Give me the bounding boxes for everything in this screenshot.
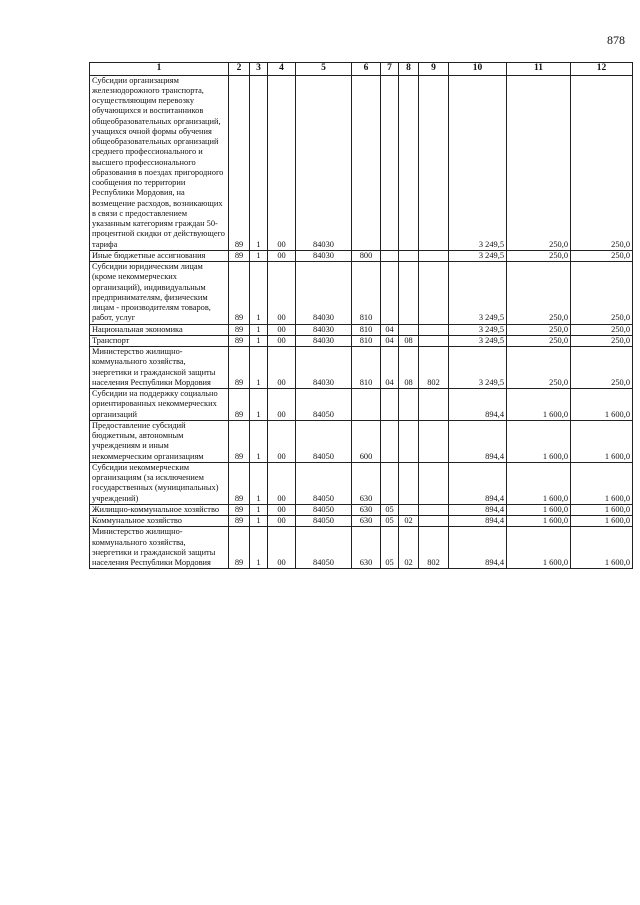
cell-code-2: 1: [250, 324, 268, 335]
cell-code-2: 1: [250, 462, 268, 504]
table-row: [90, 527, 633, 569]
cell-expense-type: 630: [352, 516, 381, 527]
table-row: [90, 250, 633, 261]
row-description: Министерство жилищно-коммунального хозяйства, энергетики и гражданской защиты населения Республики Мордовия: [90, 347, 229, 389]
cell-code-3: 00: [268, 75, 296, 250]
cell-amount-3: 1 600,0: [571, 389, 633, 421]
cell-ministry-code: [419, 462, 449, 504]
cell-amount-2: 250,0: [507, 262, 571, 325]
cell-expense-type: 630: [352, 504, 381, 515]
row-description: Субсидии юридическим лицам (кроме некоммерческих организаций), индивидуальным предпринимателям, физическим лицам - производителям товаров, работ, услуг: [90, 262, 229, 325]
cell-section: [381, 389, 399, 421]
column-header-11: 11: [507, 63, 571, 76]
cell-subsection: 08: [399, 347, 419, 389]
column-header-7: 7: [381, 63, 399, 76]
header-row: [90, 63, 633, 76]
cell-section: [381, 420, 399, 462]
cell-amount-1: 894,4: [449, 462, 507, 504]
cell-amount-3: 250,0: [571, 347, 633, 389]
cell-amount-1: 3 249,5: [449, 250, 507, 261]
cell-amount-2: 250,0: [507, 335, 571, 346]
column-header-9: 9: [419, 63, 449, 76]
cell-ministry-code: [419, 420, 449, 462]
cell-code-4: 84030: [296, 250, 352, 261]
cell-code-4: 84030: [296, 262, 352, 325]
cell-code-2: 1: [250, 389, 268, 421]
row-description: Иные бюджетные ассигнования: [90, 250, 229, 261]
table-row: [90, 347, 633, 389]
table-row: [90, 335, 633, 346]
cell-code-4: 84050: [296, 420, 352, 462]
cell-expense-type: [352, 75, 381, 250]
row-description: Коммунальное хозяйство: [90, 516, 229, 527]
table-row: [90, 516, 633, 527]
cell-section: 04: [381, 324, 399, 335]
column-header-8: 8: [399, 63, 419, 76]
row-description: Субсидии организациям железнодорожного транспорта, осуществляющим перевозку обучающихся и воспитанников общеобразовательных организаций, учащихся очной формы обучения общеобразовательных организаций среднего профессионального и высшего профессионального образования в поездах пригородного сообщения по территории Республики Мордовия, на возмещение расходов, возникающих в связи с предоставлением указанным категориям граждан 50-процентной скидки от действующего тарифа: [90, 75, 229, 250]
cell-code-4: 84050: [296, 389, 352, 421]
cell-code-1: 89: [229, 324, 250, 335]
cell-amount-1: 894,4: [449, 389, 507, 421]
cell-amount-1: 3 249,5: [449, 347, 507, 389]
cell-subsection: [399, 75, 419, 250]
cell-amount-1: 894,4: [449, 420, 507, 462]
cell-code-1: 89: [229, 516, 250, 527]
cell-code-2: 1: [250, 527, 268, 569]
cell-amount-2: 250,0: [507, 324, 571, 335]
cell-code-3: 00: [268, 420, 296, 462]
table-row: [90, 75, 633, 250]
cell-amount-3: 1 600,0: [571, 527, 633, 569]
cell-section: [381, 75, 399, 250]
cell-expense-type: 810: [352, 262, 381, 325]
cell-section: [381, 250, 399, 261]
cell-section: 04: [381, 335, 399, 346]
cell-ministry-code: [419, 335, 449, 346]
column-header-2: 2: [229, 63, 250, 76]
cell-code-1: 89: [229, 504, 250, 515]
cell-code-2: 1: [250, 504, 268, 515]
cell-amount-1: 894,4: [449, 516, 507, 527]
cell-code-4: 84050: [296, 527, 352, 569]
cell-expense-type: [352, 389, 381, 421]
row-description: Предоставление субсидий бюджетным, автономным учреждениям и иным некоммерческим организациям: [90, 420, 229, 462]
cell-subsection: 02: [399, 527, 419, 569]
cell-amount-2: 250,0: [507, 347, 571, 389]
cell-code-3: 00: [268, 335, 296, 346]
column-header-3: 3: [250, 63, 268, 76]
cell-amount-1: 3 249,5: [449, 262, 507, 325]
table-body: [90, 75, 633, 569]
cell-expense-type: 800: [352, 250, 381, 261]
cell-amount-1: 3 249,5: [449, 324, 507, 335]
cell-amount-2: 1 600,0: [507, 420, 571, 462]
cell-amount-3: 1 600,0: [571, 504, 633, 515]
table-row: [90, 389, 633, 421]
cell-code-2: 1: [250, 420, 268, 462]
cell-code-2: 1: [250, 262, 268, 325]
table-row: [90, 324, 633, 335]
cell-subsection: [399, 324, 419, 335]
cell-code-2: 1: [250, 75, 268, 250]
cell-subsection: 02: [399, 516, 419, 527]
cell-amount-1: 894,4: [449, 504, 507, 515]
cell-amount-1: 3 249,5: [449, 335, 507, 346]
cell-ministry-code: 802: [419, 347, 449, 389]
cell-amount-2: 1 600,0: [507, 527, 571, 569]
cell-code-3: 00: [268, 262, 296, 325]
cell-expense-type: 810: [352, 335, 381, 346]
table-row: [90, 420, 633, 462]
cell-subsection: 08: [399, 335, 419, 346]
cell-amount-1: 3 249,5: [449, 75, 507, 250]
cell-subsection: [399, 504, 419, 515]
cell-amount-2: 1 600,0: [507, 462, 571, 504]
column-header-4: 4: [268, 63, 296, 76]
cell-code-3: 00: [268, 462, 296, 504]
cell-amount-3: 250,0: [571, 324, 633, 335]
cell-expense-type: 600: [352, 420, 381, 462]
row-description: Министерство жилищно-коммунального хозяйства, энергетики и гражданской защиты населения Республики Мордовия: [90, 527, 229, 569]
cell-code-4: 84030: [296, 324, 352, 335]
column-header-10: 10: [449, 63, 507, 76]
cell-section: [381, 262, 399, 325]
cell-amount-3: 1 600,0: [571, 420, 633, 462]
cell-code-3: 00: [268, 324, 296, 335]
cell-expense-type: 630: [352, 462, 381, 504]
table-row: [90, 462, 633, 504]
cell-amount-3: 250,0: [571, 250, 633, 261]
cell-amount-1: 894,4: [449, 527, 507, 569]
row-description: Национальная экономика: [90, 324, 229, 335]
cell-code-2: 1: [250, 335, 268, 346]
cell-amount-3: 250,0: [571, 335, 633, 346]
cell-code-3: 00: [268, 250, 296, 261]
table-row: [90, 262, 633, 325]
row-description: Субсидии некоммерческим организациям (за исключением государственных (муниципальных) учреждений): [90, 462, 229, 504]
cell-amount-2: 1 600,0: [507, 516, 571, 527]
page-number: 878: [607, 33, 625, 47]
cell-code-4: 84050: [296, 462, 352, 504]
cell-code-4: 84030: [296, 335, 352, 346]
cell-ministry-code: [419, 262, 449, 325]
cell-ministry-code: [419, 516, 449, 527]
cell-ministry-code: [419, 389, 449, 421]
cell-section: 05: [381, 516, 399, 527]
cell-ministry-code: [419, 75, 449, 250]
column-header-5: 5: [296, 63, 352, 76]
column-header-12: 12: [571, 63, 633, 76]
row-description: Транспорт: [90, 335, 229, 346]
cell-subsection: [399, 250, 419, 261]
cell-code-3: 00: [268, 504, 296, 515]
cell-code-4: 84050: [296, 516, 352, 527]
cell-code-1: 89: [229, 250, 250, 261]
cell-expense-type: 810: [352, 324, 381, 335]
cell-code-3: 00: [268, 347, 296, 389]
cell-section: 05: [381, 527, 399, 569]
cell-subsection: [399, 389, 419, 421]
cell-code-1: 89: [229, 389, 250, 421]
table-row: [90, 504, 633, 515]
cell-amount-2: 250,0: [507, 250, 571, 261]
cell-code-3: 00: [268, 527, 296, 569]
cell-section: [381, 462, 399, 504]
cell-expense-type: 810: [352, 347, 381, 389]
cell-expense-type: 630: [352, 527, 381, 569]
cell-amount-2: 1 600,0: [507, 504, 571, 515]
cell-amount-2: 250,0: [507, 75, 571, 250]
cell-amount-3: 1 600,0: [571, 462, 633, 504]
cell-code-1: 89: [229, 527, 250, 569]
cell-section: 05: [381, 504, 399, 515]
cell-code-4: 84050: [296, 504, 352, 515]
cell-code-1: 89: [229, 347, 250, 389]
cell-amount-3: 250,0: [571, 262, 633, 325]
cell-ministry-code: [419, 324, 449, 335]
cell-amount-2: 1 600,0: [507, 389, 571, 421]
column-header-1: 1: [90, 63, 229, 76]
cell-code-2: 1: [250, 516, 268, 527]
cell-code-4: 84030: [296, 347, 352, 389]
row-description: Субсидии на поддержку социально ориентированных некоммерческих организаций: [90, 389, 229, 421]
cell-code-4: 84030: [296, 75, 352, 250]
cell-code-1: 89: [229, 420, 250, 462]
cell-amount-3: 1 600,0: [571, 516, 633, 527]
cell-code-1: 89: [229, 75, 250, 250]
cell-code-1: 89: [229, 335, 250, 346]
cell-ministry-code: [419, 504, 449, 515]
column-header-6: 6: [352, 63, 381, 76]
cell-code-2: 1: [250, 347, 268, 389]
cell-subsection: [399, 462, 419, 504]
cell-code-1: 89: [229, 262, 250, 325]
cell-ministry-code: [419, 250, 449, 261]
row-description: Жилищно-коммунальное хозяйство: [90, 504, 229, 515]
cell-subsection: [399, 420, 419, 462]
cell-code-2: 1: [250, 250, 268, 261]
budget-table: [89, 62, 633, 569]
cell-subsection: [399, 262, 419, 325]
cell-code-1: 89: [229, 462, 250, 504]
cell-amount-3: 250,0: [571, 75, 633, 250]
cell-ministry-code: 802: [419, 527, 449, 569]
cell-code-3: 00: [268, 516, 296, 527]
cell-code-3: 00: [268, 389, 296, 421]
cell-section: 04: [381, 347, 399, 389]
